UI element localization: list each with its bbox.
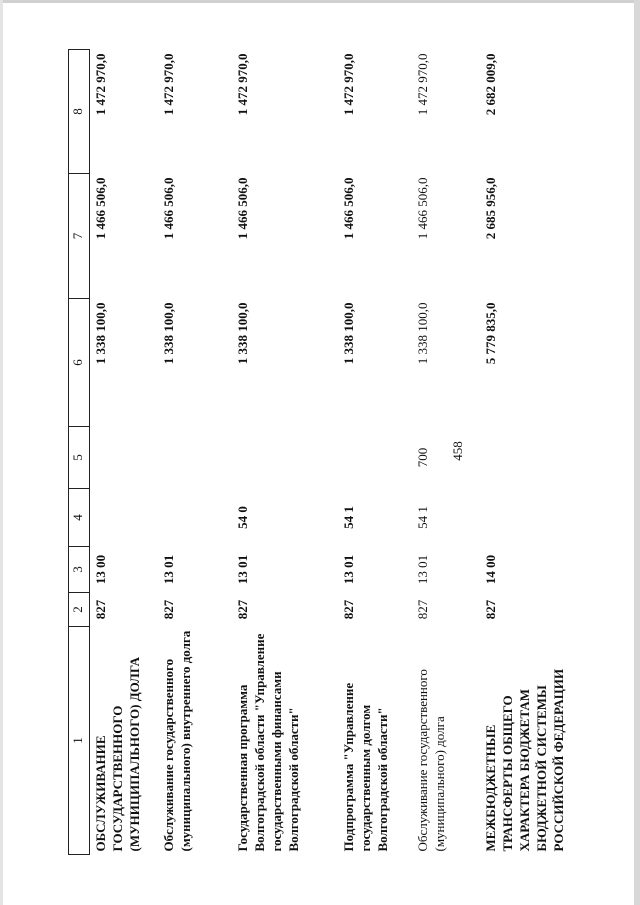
col-6-cell: 1 338 100,0 [161, 302, 176, 365]
col-3-cell: 13 01 [341, 554, 356, 585]
table-row [90, 50, 159, 855]
col-8-cell: 1 472 970,0 [235, 53, 250, 116]
col-2-cell: 827 [235, 599, 250, 620]
table-row [158, 50, 232, 855]
col-2-cell: 827 [161, 599, 176, 620]
col-4-cell [90, 489, 159, 547]
col-6-cell: 1 338 100,0 [93, 302, 108, 365]
table-row [480, 50, 584, 855]
col-3-cell: 13 01 [235, 554, 250, 585]
col-6-cell: 1 338 100,0 [341, 302, 356, 365]
col-7-cell: 1 466 506,0 [161, 177, 176, 240]
col-6-cell: 5 779 835,0 [483, 302, 498, 365]
col-3-cell: 13 01 [415, 554, 430, 585]
table-row [232, 50, 338, 855]
header-col-6: 6 [69, 299, 90, 427]
col-4-cell: 54 1 [341, 506, 356, 529]
scan-border-top [0, 0, 640, 3]
col-5-cell [338, 427, 412, 489]
col-4-cell: 54 0 [235, 506, 250, 529]
row-name: Обслуживание государственного (муниципального) внутреннего долга [161, 630, 193, 852]
scan-border-left [0, 0, 3, 905]
col-5-cell [480, 427, 584, 489]
col-7-cell: 1 466 506,0 [415, 177, 430, 240]
col-6-cell: 1 338 100,0 [415, 302, 430, 365]
col-5-cell [90, 427, 159, 489]
col-8-cell: 1 472 970,0 [341, 53, 356, 116]
col-3-cell: 13 00 [93, 554, 108, 585]
row-name: Подпрограмма "Управление государственным долгом Волгоградской области" [341, 682, 390, 852]
col-8-cell: 1 472 970,0 [93, 53, 108, 116]
budget-table [68, 49, 584, 855]
header-col-3: 3 [69, 547, 90, 593]
col-8-cell: 2 682 009,0 [483, 53, 498, 116]
row-name: Государственная программа Волгоградской области "Управление государственными финансами Волгоградской области" [235, 633, 301, 852]
col-4-cell: 54 1 [415, 506, 430, 529]
row-name: Обслуживание государственного (муниципального) долга [415, 669, 447, 852]
scan-border-right [634, 0, 640, 905]
header-col-7: 7 [69, 174, 90, 299]
col-2-cell: 827 [415, 599, 430, 620]
header-col-5: 5 [69, 427, 90, 489]
header-col-4: 4 [69, 489, 90, 547]
col-8-cell: 1 472 970,0 [415, 53, 430, 116]
header-row [69, 50, 90, 855]
col-5-cell [158, 427, 232, 489]
row-name: МЕЖБЮДЖЕТНЫЕ ТРАНСФЕРТЫ ОБЩЕГО ХАРАКТЕРА БЮДЖЕТАМ БЮДЖЕТНОЙ СИСТЕМЫ РОССИЙСКОЙ ФЕДЕРАЦИИ [483, 668, 566, 852]
table-row [338, 50, 412, 855]
col-4-cell [480, 489, 584, 547]
budget-table-sheet [68, 50, 612, 855]
row-name: ОБСЛУЖИВАНИЕ ГОСУДАРСТВЕННОГО (МУНИЦИПАЛЬНОГО) ДОЛГА [93, 656, 142, 852]
header-col-2: 2 [69, 593, 90, 627]
col-3-cell: 14 00 [483, 554, 498, 585]
col-8-cell: 1 472 970,0 [161, 53, 176, 116]
col-7-cell: 1 466 506,0 [93, 177, 108, 240]
col-6-cell: 1 338 100,0 [235, 302, 250, 365]
table-row [412, 50, 480, 855]
col-7-cell: 1 466 506,0 [341, 177, 356, 240]
col-4-cell [158, 489, 232, 547]
col-2-cell: 827 [341, 599, 356, 620]
col-3-cell: 13 01 [161, 554, 176, 585]
col-2-cell: 827 [483, 599, 498, 620]
page-number: 458 [450, 441, 465, 461]
header-col-1: 1 [69, 627, 90, 855]
col-5-cell [232, 427, 338, 489]
col-7-cell: 2 685 956,0 [483, 177, 498, 240]
col-5-cell: 700 [415, 447, 430, 468]
col-7-cell: 1 466 506,0 [235, 177, 250, 240]
col-2-cell: 827 [93, 599, 108, 620]
header-col-8: 8 [69, 50, 90, 174]
